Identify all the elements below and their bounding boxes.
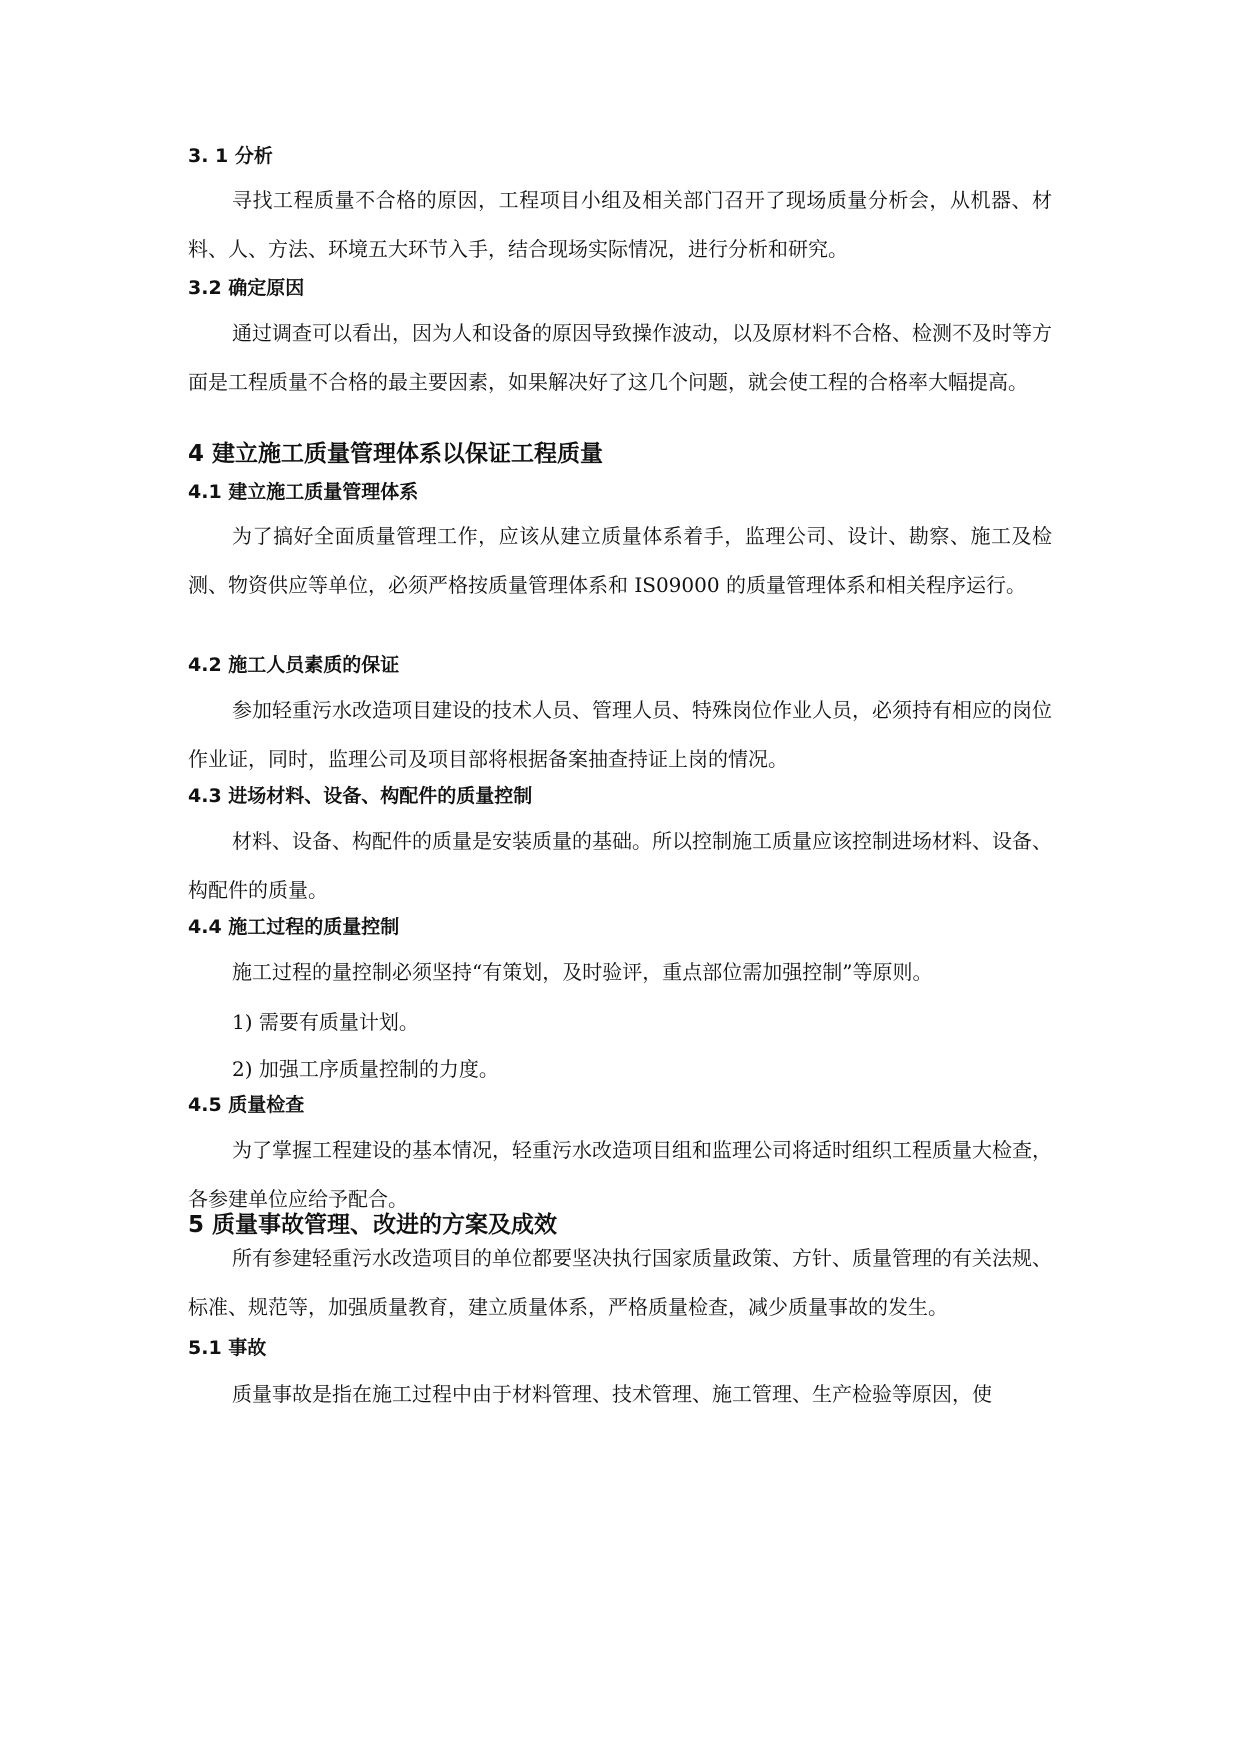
section-heading-4-4: 4.4 施工过程的质量控制 (188, 916, 400, 938)
paragraph-3-2: 通过调查可以看出，因为人和设备的原因导致操作波动，以及原材料不合格、检测不及时等方面是工程质量不合格的最主要因素，如果解决好了这几个问题，就会使工程的合格率大幅提高。 (188, 321, 1052, 394)
section-heading-4-5: 4.5 质量检查 (188, 1094, 305, 1116)
section-heading-4-1: 4.1 建立施工质量管理体系 (188, 481, 419, 503)
section-heading-3-2: 3.2 确定原因 (188, 277, 305, 299)
section-heading-3-1: 3. 1 分析 (188, 145, 273, 167)
paragraph-4-4: 施工过程的量控制必须坚持“有策划，及时验评，重点部位需加强控制”等原则。 (232, 960, 933, 984)
paragraph-4-2: 参加轻重污水改造项目建设的技术人员、管理人员、特殊岗位作业人员，必须持有相应的岗位作业证，同时，监理公司及项目部将根据备案抽查持证上岗的情况。 (188, 698, 1052, 771)
paragraph-4-3: 材料、设备、构配件的质量是安装质量的基础。所以控制施工质量应该控制进场材料、设备、构配件的质量。 (188, 829, 1052, 902)
paragraph-4-5: 为了掌握工程建设的基本情况，轻重污水改造项目组和监理公司将适时组织工程质量大检查，各参建单位应给予配合。 (188, 1138, 1052, 1211)
section-heading-5-1: 5.1 事故 (188, 1337, 267, 1359)
paragraph-5-1: 质量事故是指在施工过程中由于材料管理、技术管理、施工管理、生产检验等原因，使 (232, 1382, 992, 1406)
chapter-heading-4: 4 建立施工质量管理体系以保证工程质量 (188, 441, 604, 467)
paragraph-4-1: 为了搞好全面质量管理工作，应该从建立质量体系着手，监理公司、设计、勘察、施工及检测、物资供应等单位，必须严格按质量管理体系和 IS09000 的质量管理体系和相关程序运行。 (188, 524, 1052, 597)
paragraph-3-1: 寻找工程质量不合格的原因，工程项目小组及相关部门召开了现场质量分析会，从机器、材料、人、方法、环境五大环节入手，结合现场实际情况，进行分析和研究。 (188, 188, 1052, 261)
paragraph-5: 所有参建轻重污水改造项目的单位都要坚决执行国家质量政策、方针、质量管理的有关法规、标准、规范等，加强质量教育，建立质量体系，严格质量检查，减少质量事故的发生。 (188, 1246, 1052, 1319)
list-item-1: 1) 需要有质量计划。 (232, 1010, 419, 1034)
section-heading-4-3: 4.3 进场材料、设备、构配件的质量控制 (188, 785, 533, 807)
section-heading-4-2: 4.2 施工人员素质的保证 (188, 654, 400, 676)
chapter-heading-5: 5 质量事故管理、改进的方案及成效 (188, 1212, 558, 1238)
list-item-2: 2) 加强工序质量控制的力度。 (232, 1057, 499, 1081)
